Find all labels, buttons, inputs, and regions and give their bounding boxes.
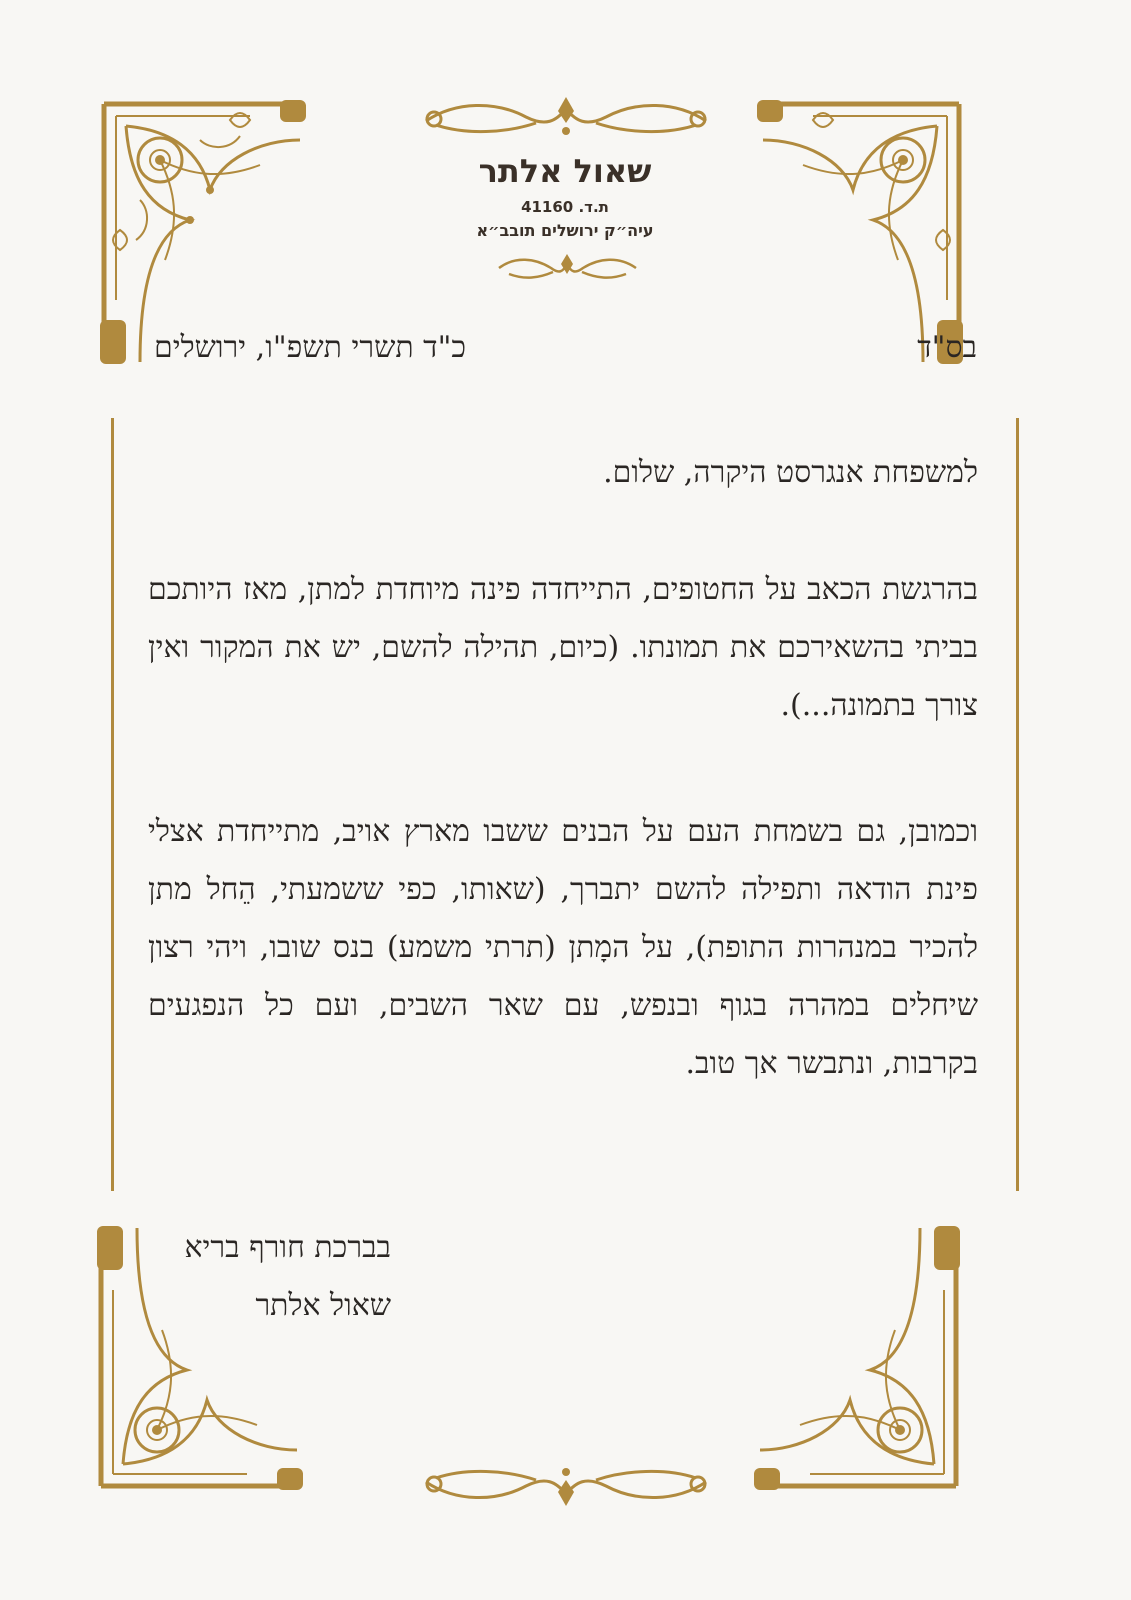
border-line-right	[1016, 418, 1019, 1191]
ornament-letterhead-divider	[495, 250, 640, 286]
letter-date: כ"ד תשרי תשפ"ו, ירושלים	[154, 330, 467, 365]
letterhead-name: שאול אלתר	[478, 152, 652, 190]
ornament-corner-bottom-right	[750, 1220, 960, 1490]
ornament-scroll-top	[416, 95, 716, 139]
bsd-mark: בס"ד	[917, 330, 977, 365]
letter-paragraph-1: בהרגשת הכאב על החטופים, התייחדה פינה מיוחדת למתן, מאז היותכם בביתי בהשאירכם את תמונתו. (כיום, תהילה להשם, יש את המקור ואין צורך בתמונה...).	[148, 572, 978, 723]
letterhead-id-number: ת.ד. 41160	[521, 198, 609, 216]
signature-name: שאול אלתר	[255, 1288, 391, 1323]
ornament-scroll-bottom	[416, 1464, 716, 1508]
border-line-left	[111, 418, 114, 1191]
closing-blessing: בברכת חורף בריא	[184, 1230, 391, 1265]
letter-paragraph-2: וכמובן, גם בשמחת העם על הבנים ששבו מארץ אויב, מתייחדת אצלי פינת הודאה ותפילה להשם יתברך, (שאותו, כפי ששמעתי, הֵחל מתן להכיר במנהרות התופת), על המָתן (תרתי משמע) בנס שובו, ויהי רצון שיחלים במהרה בגוף ובנפש, עם שאר השבים, ועם כל הנפגעים בקרבות, ונתבשר אך טוב.	[148, 814, 978, 1081]
letterhead-city: עיה״ק ירושלים תובב״א	[476, 221, 654, 240]
letter-greeting: למשפחת אנגרסט היקרה, שלום.	[603, 455, 978, 490]
